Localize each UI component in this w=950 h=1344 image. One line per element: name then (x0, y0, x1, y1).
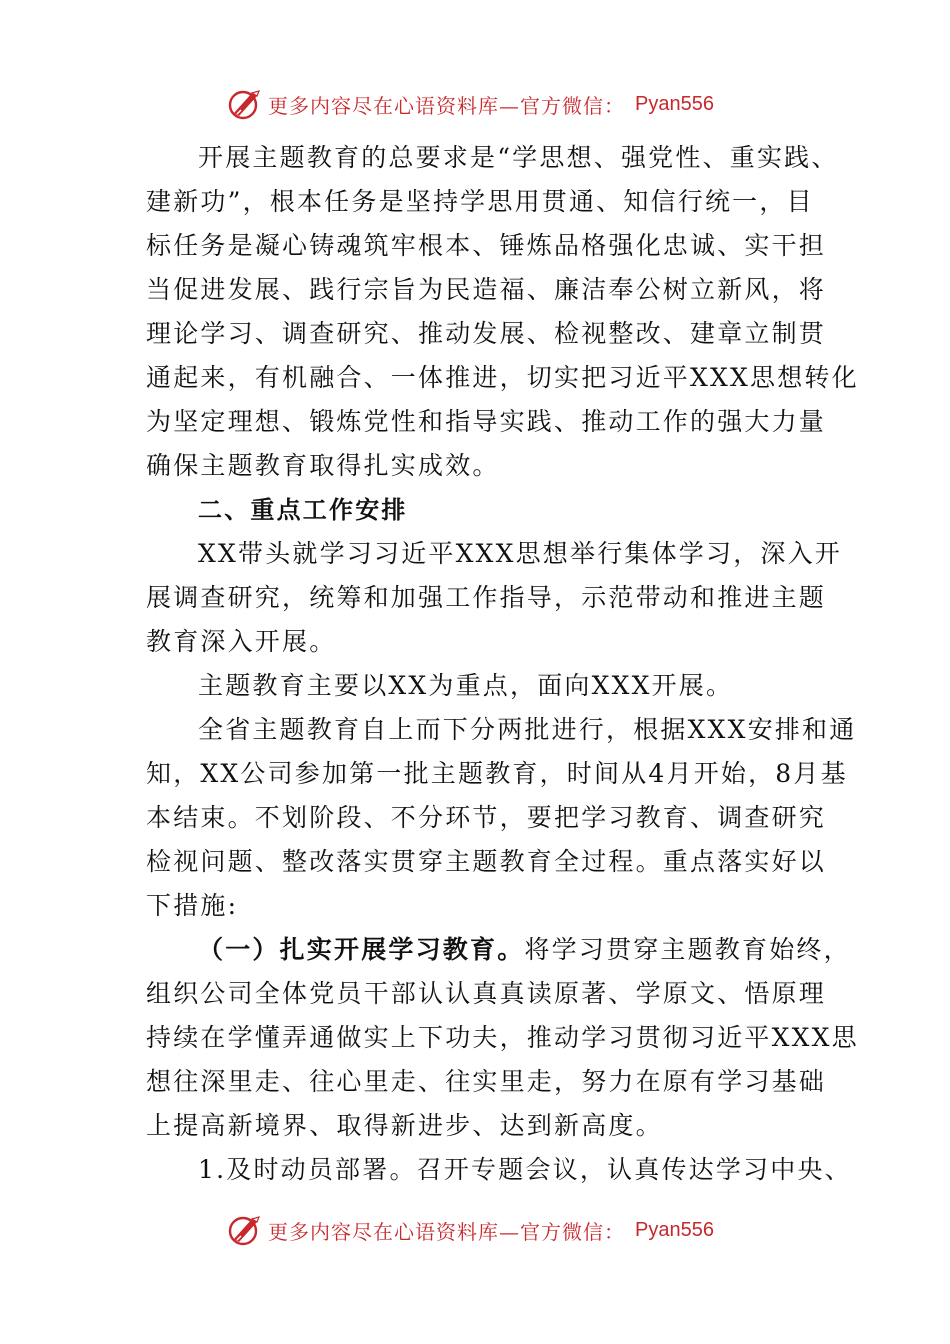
section-heading: 二、重点工作安排 (198, 496, 408, 524)
paragraph-line: 主题教育主要以XX为重点，面向XXX开展。 (198, 671, 734, 700)
paragraph-line: 持续在学懂弄通做实上下功夫，推动学习贯彻习近平XXX思 (146, 1023, 859, 1052)
watermark-id: Pyan556 (635, 1218, 714, 1241)
watermark-text: 更多内容尽在心语资料库—官方微信： (268, 93, 625, 118)
pen-logo-icon (228, 1213, 262, 1247)
paragraph-line: 为坚定理想、锻炼党性和指导实践、推动工作的强大力量 (146, 407, 827, 436)
paragraph-line: 教育深入开展。 (146, 627, 337, 656)
paragraph-line: 1.及时动员部署。召开专题会议，认真传达学习中央、 (198, 1155, 852, 1184)
paragraph-line: 标任务是凝心铸魂筑牢根本、锤炼品格强化忠诚、实干担 (146, 231, 827, 260)
watermark-header (228, 86, 748, 122)
paragraph-line: 检视问题、整改落实贯穿主题教育全过程。重点落实好以 (146, 847, 827, 876)
paragraph-line: 上提高新境界、取得新进步、达到新高度。 (146, 1111, 663, 1140)
paragraph-line: 开展主题教育的总要求是“学思想、强党性、重实践、 (198, 143, 839, 172)
subsection-heading: （一）扎实开展学习教育。 (198, 935, 525, 964)
watermark-id: Pyan556 (635, 92, 714, 115)
document-body (146, 136, 859, 1192)
paragraph-line: 展调查研究，统筹和加强工作指导，示范带动和推进主题 (146, 583, 827, 612)
watermark-text: 更多内容尽在心语资料库—官方微信： (268, 1219, 625, 1244)
paragraph-line (146, 928, 851, 972)
watermark-footer (228, 1212, 748, 1248)
paragraph-line: 理论学习、调查研究、推动发展、检视整改、建章立制贯 (146, 319, 827, 348)
paragraph-line: 组织公司全体党员干部认认真真读原著、学原文、悟原理 (146, 979, 827, 1008)
paragraph-text: 将学习贯穿主题教育始终， (524, 935, 851, 964)
paragraph-line: 想往深里走、往心里走、往实里走，努力在原有学习基础 (146, 1067, 827, 1096)
paragraph-line: 本结束。不划阶段、不分环节，要把学习教育、调查研究 (146, 803, 827, 832)
paragraph-line: 建新功”，根本任务是坚持学思用贯通、知信行统一，目 (146, 187, 814, 216)
paragraph-line: 当促进发展、践行宗旨为民造福、廉洁奉公树立新风，将 (146, 275, 827, 304)
paragraph-line: 全省主题教育自上而下分两批进行，根据XXX安排和通 (198, 715, 857, 744)
paragraph-line: 下措施: (146, 891, 239, 920)
paragraph-line: 知，XX公司参加第一批主题教育，时间从4月开始，8月基 (146, 759, 848, 788)
paragraph-line: 通起来，有机融合、一体推进，切实把习近平XXX思想转化 (146, 363, 859, 392)
paragraph-line: 确保主题教育取得扎实成效。 (146, 451, 500, 480)
pen-logo-icon (228, 87, 262, 121)
paragraph-line: XX带头就学习习近平XXX思想举行集体学习，深入开 (198, 539, 842, 568)
